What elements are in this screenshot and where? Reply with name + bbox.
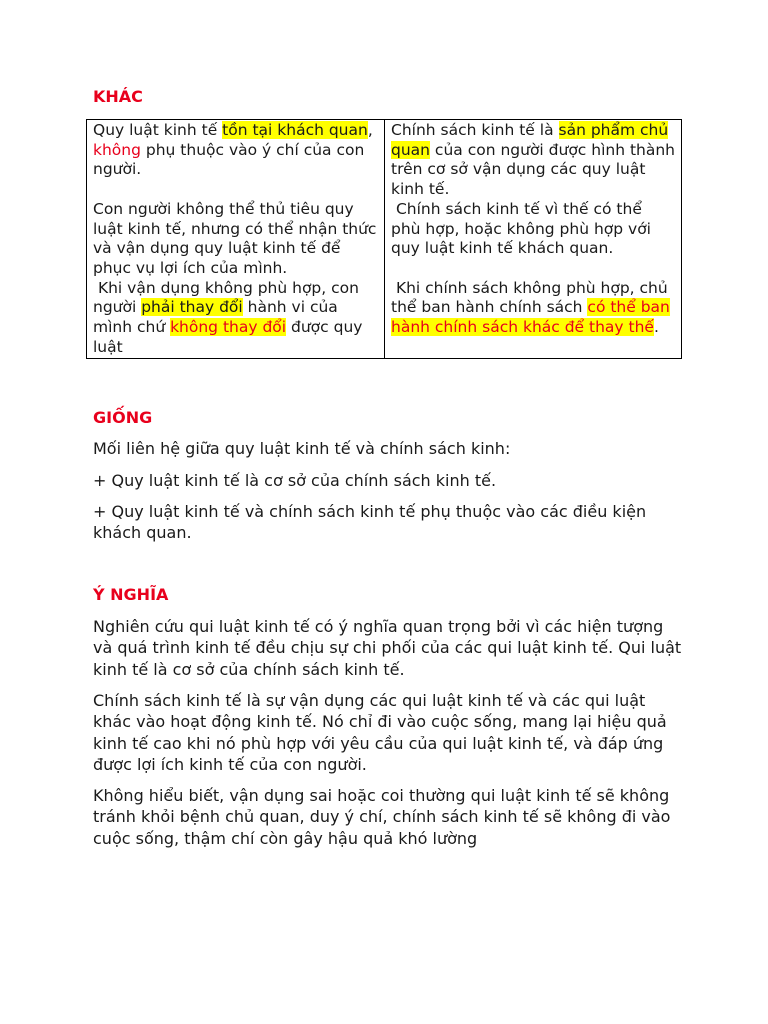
table-row <box>87 120 682 359</box>
heading-khac: KHÁC <box>93 87 143 106</box>
highlight-co-the-ban-hanh: có thể ban hành chính sách khác để thay thế <box>391 298 670 337</box>
right-paragraph-2: Chính sách kinh tế vì thế có thể phù hợp, hoặc không phù hợp với quy luật kinh tế khách quan. <box>391 199 656 258</box>
highlight-san-pham-chu-quan: sản phẩm chủ quan <box>391 121 669 159</box>
cell-quy-luat-kinh-te <box>87 120 385 359</box>
y-nghia-paragraph-3: Không hiểu biết, vận dụng sai hoặc coi thường qui luật kinh tế sẽ không tránh khỏi bệnh chủ quan, duy ý chí, chính sách kinh tế sẽ không đi vào cuộc sống, thậm chí còn gây hậu quả khó lường <box>93 786 671 848</box>
left-paragraph-3: Khi vận dụng không phù hợp, con người phải thay đổi hành vi của mình chứ không thay đổi được quy luật <box>93 278 364 356</box>
cell-chinh-sach-kinh-te <box>385 120 682 359</box>
highlight-khong-thay-doi: không thay đổi <box>170 318 287 337</box>
red-khong: không <box>93 140 141 159</box>
highlight-phai-thay-doi: phải thay đổi <box>141 298 243 317</box>
comparison-table <box>86 119 682 359</box>
giong-point-2: + Quy luật kinh tế và chính sách kinh tế phụ thuộc vào các điều kiện khách quan. <box>93 502 647 543</box>
left-paragraph-2: Con người không thể thủ tiêu quy luật kinh tế, nhưng có thể nhận thức và vận dụng quy luật kinh tế để phục vụ lợi ích của mình. <box>93 199 377 277</box>
giong-intro: Mối liên hệ giữa quy luật kinh tế và chính sách kinh: <box>93 439 511 458</box>
y-nghia-paragraph-1: Nghiên cứu qui luật kinh tế có ý nghĩa quan trọng bởi vì các hiện tượng và quá trình kinh tế đều chịu sự chi phối của các qui luật kinh tế. Qui luật kinh tế là cơ sở của chính sách kinh tế. <box>93 617 682 679</box>
giong-point-1: + Quy luật kinh tế là cơ sở của chính sách kinh tế. <box>93 471 497 490</box>
y-nghia-paragraph-2: Chính sách kinh tế là sự vận dụng các qui luật kinh tế và các qui luật khác vào hoạt động kinh tế. Nó chỉ đi vào cuộc sống, mang lại hiệu quả kinh tế cao khi nó phù hợp với yêu cầu của qui luật kinh tế, và đáp ứng được lợi ích kinh tế của con người. <box>93 691 667 774</box>
left-paragraph-1: Quy luật kinh tế tồn tại khách quan, không phụ thuộc vào ý chí của con người. <box>93 121 373 179</box>
right-paragraph-3: Khi chính sách không phù hợp, chủ thể ban hành chính sách có thể ban hành chính sách khác để thay thế. <box>391 278 673 337</box>
heading-y-nghia: Ý NGHĨA <box>93 585 169 604</box>
highlight-ton-tai-khach-quan: tồn tại khách quan <box>222 121 368 139</box>
right-paragraph-1: Chính sách kinh tế là sản phẩm chủ quan của con người được hình thành trên cơ sở vận dụng các quy luật kinh tế. <box>391 121 676 199</box>
heading-giong: GIỐNG <box>93 408 153 427</box>
